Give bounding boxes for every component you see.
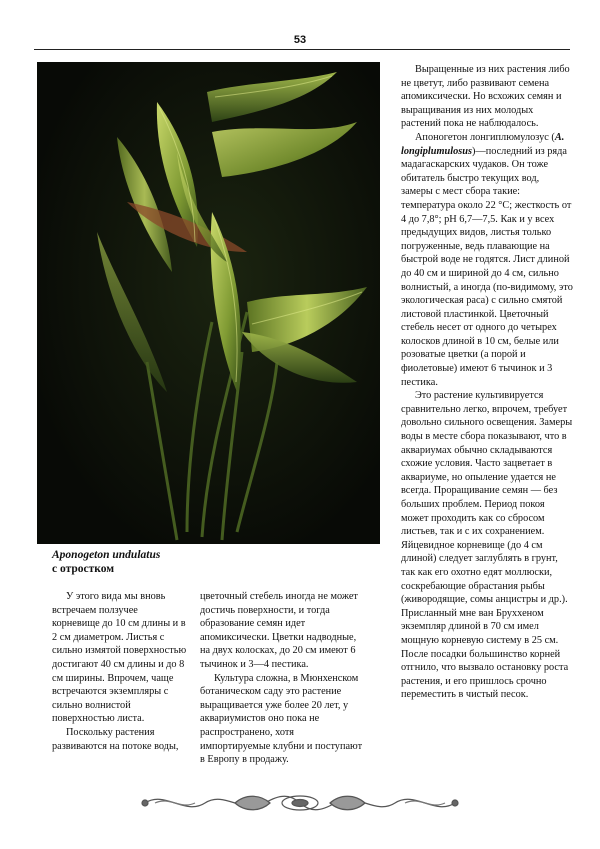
plant-photo — [37, 62, 380, 544]
plant-illustration — [37, 62, 380, 544]
caption-description: с отростком — [52, 563, 115, 575]
paragraph-text: Апоногетон лонгиплюмулозус ( — [415, 131, 555, 143]
decorative-ornament — [135, 788, 465, 818]
header-rule — [34, 49, 570, 50]
paragraph: Выращенные из них растения либо не цветут, либо развивают семена апомиксически. Но всхожих семян и выращивания из них молодых растений пока не наблюдалось. — [401, 64, 570, 130]
ornament-flourish-icon — [135, 788, 465, 818]
paragraph — [401, 131, 573, 389]
page-number: 53 — [293, 34, 307, 46]
figure-caption — [52, 548, 252, 576]
text-column-left — [52, 590, 187, 753]
latin-species-name: A. longiplumulosus — [401, 131, 565, 157]
text-column-right — [401, 63, 573, 702]
text-column-middle — [200, 590, 365, 767]
paragraph: Это растение культивируется сравнительно легко, впрочем, требует довольно сильного освещения. Замеры воды в месте сбора показывают, что в аквариумах обычно складываются схожие условия. Часто зацветает в аквариуме, но опыление удается не всегда. Проращивание семян — без больших проблем. Период покоя может проходить как со сбросом листьев, так и с их сохранением. Яйцевидное корневище (до 4 см длиной) следует заглублять в грунт, так как его охотно едят моллюски, соскребающие обрастания рыбы (живородящие, сомы анцистры и др.). Присланный мне ван Бруххеном экземпляр длиной в 70 см имел мощную корневую систему в 25 см. После посадки большинство корней отгнило, что вызвало остановку роста растения, и его пришлось срочно переместить в чистый песок. — [401, 390, 573, 701]
paragraph: Поскольку растения развиваются на потоке воды, — [52, 726, 179, 752]
paragraph: У этого вида мы вновь встречаем ползучее корневище до 10 см длины и в 2 см диаметром. Листья с сильно измятой поверхностью достигают 40 см длины и до 8 см ширины. Впрочем, чаще встречаются экземпляры с сильно волнистой поверхностью листа. — [52, 591, 187, 725]
paragraph-text: )—последний из ряда мадагаскарских чудаков. Он тоже обитатель быстро текущих вод, замеры с мест сбора такие: температура около 22 °С; жесткость от 4 до 7,8°; рН 6,7—7,5. Как и у всех предыдущих видов, листья только погруженные, ведь плавающие на быстрой воде не годятся. Лист длиной до 40 см и шириной до 4 см, сильно волнистый, а иногда (по-видимому, это экологическая раса) с сильно смятой листовой пластинкой. Цветочный стебель несет от одного до четырех колосков длиной в 10 см, белые или розоватые цветки (а порой и фиолетовые) имеют 6 тычинок и 3 пестика. — [401, 145, 573, 388]
paragraph: Культура сложна, в Мюнхенском ботаническом саду это растение выращивается уже более 20 лет, у аквариумистов оно пока не распространено, хотя импортируемые клубни и поступают в Европу в продажу. — [200, 672, 363, 766]
caption-species-name: Aponogeton undulatus — [52, 549, 161, 561]
paragraph: цветочный стебель иногда не может достичь поверхности, и тогда образование семян идет апомиксически. Цветки надводные, на двух колосках, до 20 см имеют 6 тычинок и 3—4 пестика. — [200, 591, 358, 670]
